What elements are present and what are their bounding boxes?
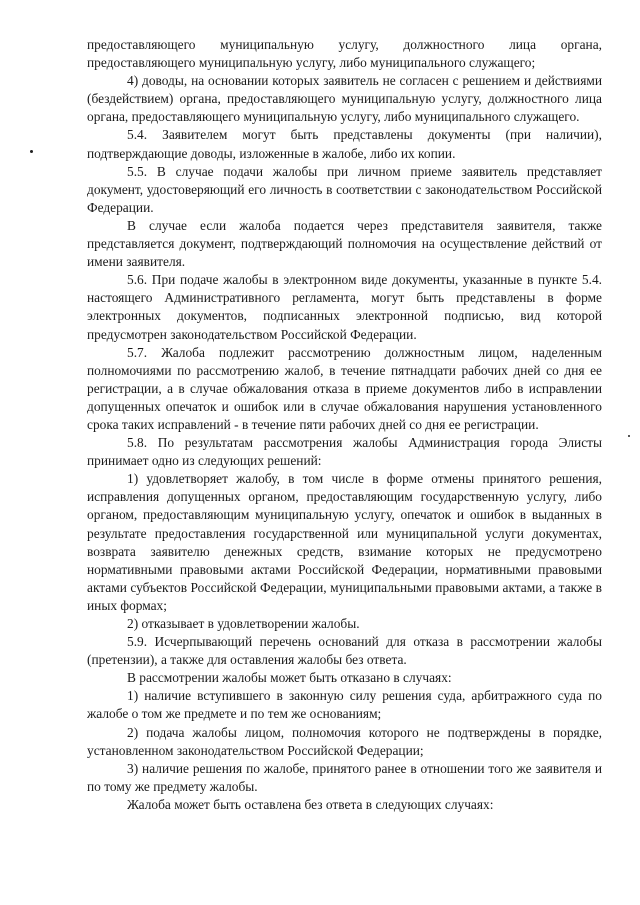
paragraph-continuation: предоставляющего муниципальную услугу, должностного лица органа, предоставляющего муниципальную услугу, либо муниципального служащего; <box>87 37 602 71</box>
paragraph-refusal-intro: В рассмотрении жалобы может быть отказано в случаях: <box>127 670 452 686</box>
scan-speck <box>628 435 630 437</box>
paragraph-decision-2: 2) отказывает в удовлетворении жалобы. <box>127 616 360 631</box>
paragraph-5-4: 5.4. Заявителем могут быть представлены документы (при наличии), подтверждающие доводы, изложенные в жалобе, либо их копии. <box>87 127 602 161</box>
paragraph-decision-1: 1) удовлетворяет жалобу, в том числе в форме отмены принятого решения, исправления допущенных органом, предоставляющим государственную услугу, либо органом, предоставляющим муниципальную услугу, опечаток и ошибок в выданных в результате предоставления государственной или муниципальной услуги документах, возврата заявителю денежных средств, взимание которых не предусмотрено нормативными правовыми актами Российской Федерации, нормативными правовыми актами субъектов Российской Федерации, муниципальными правовыми актами, а также в иных формах; <box>87 471 602 613</box>
paragraph-5-9: 5.9. Исчерпывающий перечень оснований для отказа в рассмотрении жалобы (претензии), а также для оставления жалобы без ответа. <box>87 634 602 668</box>
paragraph-no-answer-intro: Жалоба может быть оставлена без ответа в следующих случаях: <box>127 796 494 812</box>
paragraph-item-4: 4) доводы, на основании которых заявитель не согласен с решением и действиями (бездействием) органа, предоставляющего муниципальную услугу, должностного лица органа, предоставляющего муниципальную услугу, либо муниципального служащего. <box>87 73 602 125</box>
paragraph-5-6: 5.6. При подаче жалобы в электронном виде документы, указанные в пункте 5.4. настоящего Административного регламента, могут быть представлены в форме электронных документов, подписанных электронной подписью, вид которой предусмотрен законодательством Российской Федерации. <box>87 272 602 342</box>
paragraph-refusal-2: 2) подача жалобы лицом, полномочия которого не подтверждены в порядке, установленном законодательством Российской Федерации; <box>87 724 602 758</box>
paragraph-5-5: 5.5. В случае подачи жалобы при личном приеме заявитель представляет документ, удостоверяющий его личность в соответствии с законодательством Российской Федерации. <box>87 163 602 215</box>
paragraph-refusal-1: 1) наличие вступившего в законную силу решения суда, арбитражного суда по жалобе о том же предмете и по тем же основаниям; <box>87 688 602 722</box>
scan-speck <box>30 150 33 153</box>
document-page <box>87 36 602 814</box>
paragraph-refusal-3: 3) наличие решения по жалобе, принятого ранее в отношении того же заявителя и по тому же предмету жалобы. <box>87 760 602 794</box>
paragraph-5-8: 5.8. По результатам рассмотрения жалобы Администрация города Элисты принимает одно из следующих решений: <box>87 435 602 469</box>
paragraph-5-7: 5.7. Жалоба подлежит рассмотрению должностным лицом, наделенным полномочиями по рассмотрению жалоб, в течение пятнадцати рабочих дней со дня ее регистрации, а в случае обжалования отказа в приеме документов либо в исправлении допущенных опечаток и ошибок или в случае обжалования нарушения установленного срока таких исправлений - в течение пяти рабочих дней со дня ее регистрации. <box>87 344 602 432</box>
paragraph-representative: В случае если жалоба подается через представителя заявителя, также представляется документ, подтверждающий полномочия на осуществление действий от имени заявителя. <box>87 217 602 270</box>
